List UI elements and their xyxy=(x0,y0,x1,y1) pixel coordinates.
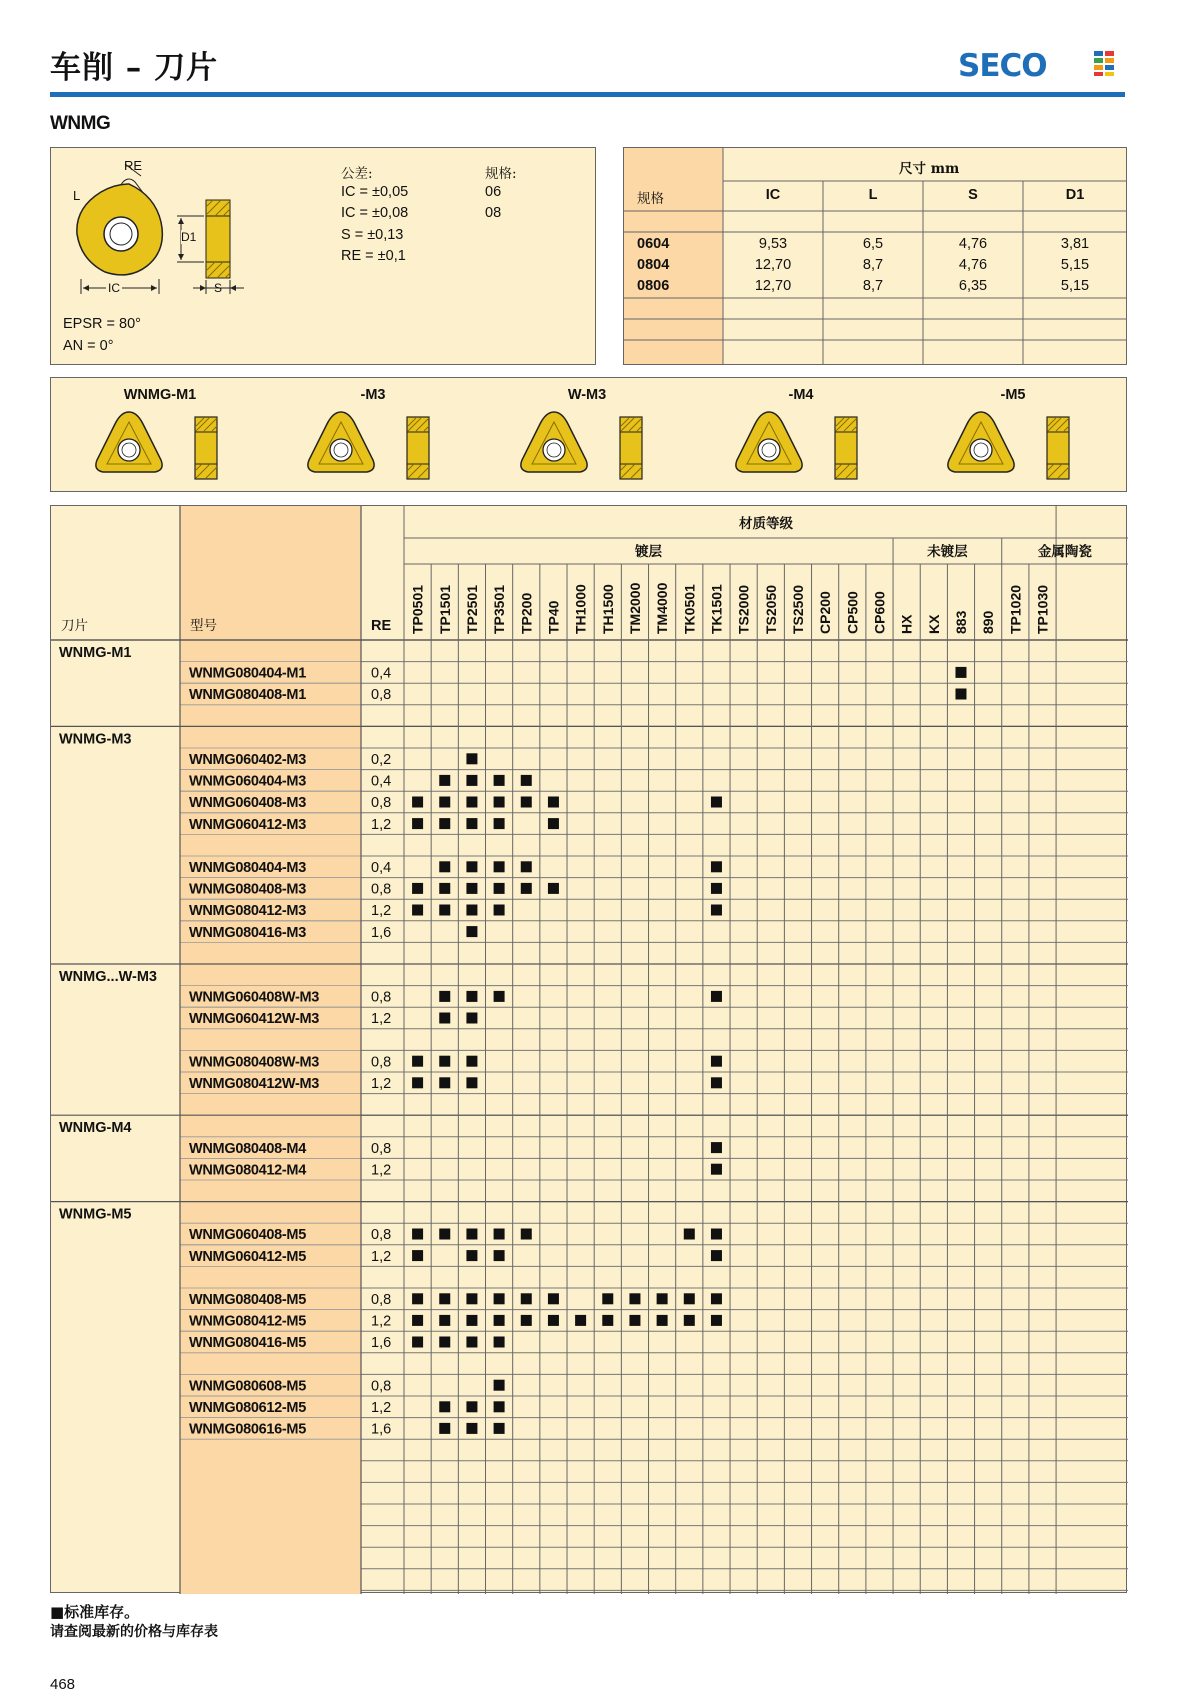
group-label: WNMG-M4 xyxy=(59,1120,132,1137)
geometry-label-m4: -M4 xyxy=(788,387,814,403)
stock-marker xyxy=(711,861,722,872)
stock-marker xyxy=(466,1337,477,1348)
grade-header-th1500: TH1500 xyxy=(599,584,616,634)
re-value: 1,2 xyxy=(371,1162,392,1179)
tolerance-2: IC = ±0,08 xyxy=(341,205,409,221)
model-code: WNMG080408-M4 xyxy=(189,1140,306,1157)
re-value: 1,2 xyxy=(371,1313,392,1330)
stock-marker xyxy=(494,1250,505,1261)
grade-header-tp2501: TP2501 xyxy=(463,584,480,634)
model-code: WNMG080416-M5 xyxy=(189,1335,306,1352)
price-stock-note: 请查阅最新的价格与库存表 xyxy=(50,1624,218,1640)
geometry-label-m5: -M5 xyxy=(1000,387,1026,403)
ic-label: IC xyxy=(108,281,120,295)
stock-marker xyxy=(412,1250,423,1261)
stock-marker xyxy=(412,1337,423,1348)
model-code: WNMG080412-M4 xyxy=(189,1162,306,1179)
stock-marker xyxy=(466,818,477,829)
re-value: 0,4 xyxy=(371,665,392,682)
re-value: 1,2 xyxy=(371,1248,392,1265)
stock-marker xyxy=(575,1315,586,1326)
s-label: S xyxy=(214,281,223,295)
col-model-header: 型号 xyxy=(190,618,217,634)
stock-marker xyxy=(439,905,450,916)
grade-header-cp500: CP500 xyxy=(844,591,861,634)
stock-marker xyxy=(711,905,722,916)
dim-row-s: 6,35 xyxy=(958,278,988,294)
dim-row-ic: 12,70 xyxy=(754,257,792,273)
stock-marker xyxy=(521,883,532,894)
dim-row-s: 4,76 xyxy=(958,236,988,252)
grade-header-tp1501: TP1501 xyxy=(436,584,453,634)
stock-marker xyxy=(466,883,477,894)
stock-marker xyxy=(466,775,477,786)
stock-marker xyxy=(629,1293,640,1304)
stock-marker xyxy=(711,1077,722,1088)
l-label: L xyxy=(73,188,81,203)
stock-marker xyxy=(711,1229,722,1240)
grade-header-tm2000: TM2000 xyxy=(626,582,643,634)
stock-marker xyxy=(711,1164,722,1175)
stock-marker xyxy=(439,797,450,808)
re-value: 0,4 xyxy=(371,773,392,790)
size-06: 06 xyxy=(485,184,502,200)
stock-marker xyxy=(494,1423,505,1434)
stock-marker xyxy=(439,1337,450,1348)
epsr-value: EPSR = 80° xyxy=(63,316,141,332)
re-value: 1,2 xyxy=(371,1076,392,1092)
stock-marker xyxy=(521,861,532,872)
grade-header-ts2050: TS2050 xyxy=(762,584,779,634)
dim-row-d1: 5,15 xyxy=(1060,257,1090,273)
dim-row-size: 0604 xyxy=(637,236,670,252)
group-label: WNMG-M3 xyxy=(59,731,132,748)
grade-header-tk1501: TK1501 xyxy=(708,584,725,634)
stock-marker xyxy=(629,1315,640,1326)
grade-group-title: 材质等级 xyxy=(739,516,793,532)
stock-marker xyxy=(602,1293,613,1304)
stock-marker xyxy=(711,1250,722,1261)
grade-header-tp3501: TP3501 xyxy=(491,584,508,634)
stock-marker xyxy=(466,1293,477,1304)
re-value: 0,8 xyxy=(371,795,392,812)
re-label: RE xyxy=(124,158,143,173)
stock-marker xyxy=(466,1013,477,1024)
dim-row-l: 6,5 xyxy=(862,236,884,252)
stock-marker xyxy=(711,1293,722,1304)
stock-marker xyxy=(439,1077,450,1088)
model-code: WNMG080412W-M3 xyxy=(189,1076,320,1092)
model-code: WNMG080416-M3 xyxy=(189,924,306,941)
stock-marker xyxy=(494,1315,505,1326)
stock-marker xyxy=(494,818,505,829)
stock-legend: ■标准库存。 xyxy=(50,1603,140,1621)
model-code: WNMG060404-M3 xyxy=(189,773,306,790)
model-code: WNMG080616-M5 xyxy=(189,1421,306,1438)
model-code: WNMG060408-M3 xyxy=(189,795,306,812)
tolerance-3: S = ±0,13 xyxy=(341,227,404,243)
dim-row-l: 8,7 xyxy=(862,278,884,294)
stock-marker xyxy=(711,991,722,1002)
grade-stock-table xyxy=(50,505,1127,1593)
grade-header-tp0501: TP0501 xyxy=(409,584,426,634)
grade-header-ts2500: TS2500 xyxy=(789,584,806,634)
stock-marker xyxy=(657,1293,668,1304)
group-label: WNMG...W-M3 xyxy=(59,969,157,985)
stock-marker xyxy=(494,797,505,808)
dim-row-l: 8,7 xyxy=(862,257,884,273)
coated-title: 镀层 xyxy=(635,544,663,560)
stock-marker xyxy=(412,797,423,808)
re-value: 0,2 xyxy=(371,752,392,768)
tolerance-1: IC = ±0,05 xyxy=(341,184,409,200)
stock-marker xyxy=(494,1401,505,1412)
stock-marker xyxy=(548,1315,559,1326)
d1-label: D1 xyxy=(181,230,197,244)
stock-marker xyxy=(494,905,505,916)
stock-marker xyxy=(602,1315,613,1326)
re-value: 0,4 xyxy=(371,860,392,876)
dim-row-s: 4,76 xyxy=(958,257,988,273)
stock-marker xyxy=(711,1315,722,1326)
stock-marker xyxy=(439,1056,450,1067)
stock-marker xyxy=(466,1315,477,1326)
grade-header-tp1020: TP1020 xyxy=(1007,584,1024,634)
grade-header-kx: KX xyxy=(925,614,942,634)
uncoated-title: 未镀层 xyxy=(927,544,968,560)
stock-marker xyxy=(494,861,505,872)
stock-marker xyxy=(412,1293,423,1304)
stock-marker xyxy=(466,905,477,916)
stock-marker xyxy=(412,1077,423,1088)
stock-marker xyxy=(412,883,423,894)
insert-dimension-drawing xyxy=(59,154,299,304)
dim-col-d1: D1 xyxy=(1065,187,1085,203)
dim-row-d1: 5,15 xyxy=(1060,278,1090,294)
stock-marker xyxy=(494,1229,505,1240)
stock-marker xyxy=(439,818,450,829)
grade-header-cp200: CP200 xyxy=(817,591,834,634)
stock-marker xyxy=(412,1056,423,1067)
page-number: 468 xyxy=(50,1676,76,1693)
stock-marker xyxy=(955,689,966,700)
re-value: 1,6 xyxy=(371,1335,392,1352)
re-value: 0,8 xyxy=(371,1227,392,1244)
stock-marker xyxy=(494,1380,505,1391)
stock-marker xyxy=(439,1423,450,1434)
dimension-table xyxy=(623,147,1127,365)
dim-row-d1: 3,81 xyxy=(1060,236,1090,252)
stock-marker xyxy=(548,1293,559,1304)
re-value: 0,8 xyxy=(371,1140,392,1157)
stock-marker xyxy=(548,797,559,808)
cermet-title: 金属陶瓷 xyxy=(1037,544,1092,560)
grade-header-hx: HX xyxy=(898,614,915,634)
grade-header-tk0501: TK0501 xyxy=(681,584,698,634)
stock-marker xyxy=(439,991,450,1002)
re-value: 1,2 xyxy=(371,1011,392,1028)
model-code: WNMG080404-M1 xyxy=(189,665,306,682)
stock-marker xyxy=(521,1315,532,1326)
stock-marker xyxy=(548,818,559,829)
dim-col-l: L xyxy=(868,187,878,203)
model-code: WNMG080408W-M3 xyxy=(189,1054,320,1071)
tolerance-title: 公差: xyxy=(341,166,373,182)
stock-marker xyxy=(711,1056,722,1067)
group-label: WNMG-M1 xyxy=(59,645,132,661)
dim-size-header: 规格 xyxy=(637,191,664,207)
model-code: WNMG080612-M5 xyxy=(189,1400,306,1416)
col-re-header: RE xyxy=(371,618,392,634)
stock-marker xyxy=(466,1423,477,1434)
model-code: WNMG060408-M5 xyxy=(189,1227,306,1244)
stock-marker xyxy=(466,797,477,808)
stock-marker xyxy=(494,1293,505,1304)
header-rule xyxy=(50,92,1125,97)
geometry-label-m1: WNMG-M1 xyxy=(123,387,197,403)
re-value: 1,2 xyxy=(371,903,392,920)
stock-marker xyxy=(466,991,477,1002)
stock-marker xyxy=(521,1229,532,1240)
re-value: 0,8 xyxy=(371,1378,392,1395)
grade-header-th1000: TH1000 xyxy=(572,584,589,634)
group-label: WNMG-M5 xyxy=(59,1206,132,1223)
stock-marker xyxy=(439,861,450,872)
dim-col-s: S xyxy=(968,187,978,203)
stock-marker xyxy=(466,926,477,937)
tolerance-4: RE = ±0,1 xyxy=(341,248,406,264)
stock-marker xyxy=(412,818,423,829)
stock-marker xyxy=(521,797,532,808)
re-value: 0,8 xyxy=(371,881,392,898)
stock-marker xyxy=(466,1401,477,1412)
stock-marker xyxy=(466,1077,477,1088)
grade-header-tp200: TP200 xyxy=(518,592,535,634)
grade-header-ts2000: TS2000 xyxy=(735,584,752,634)
spec-panel xyxy=(50,147,596,365)
stock-marker xyxy=(412,905,423,916)
stock-marker xyxy=(548,883,559,894)
grade-header-883: 883 xyxy=(952,610,969,634)
stock-marker xyxy=(466,861,477,872)
stock-marker xyxy=(466,1056,477,1067)
stock-marker xyxy=(657,1315,668,1326)
stock-marker xyxy=(711,1142,722,1153)
stock-marker xyxy=(439,1293,450,1304)
geometry-strip xyxy=(50,377,1127,492)
stock-marker xyxy=(439,1013,450,1024)
geometry-label-w-m3: W-M3 xyxy=(567,387,607,403)
dim-row-ic: 9,53 xyxy=(758,236,788,252)
stock-marker xyxy=(711,797,722,808)
model-code: WNMG080408-M5 xyxy=(189,1292,306,1308)
stock-marker xyxy=(955,667,966,678)
grade-header-tp40: TP40 xyxy=(545,600,562,634)
re-value: 0,8 xyxy=(371,989,392,1006)
dim-row-size: 0804 xyxy=(637,257,670,273)
seco-logo: SECO xyxy=(958,48,1047,84)
stock-marker xyxy=(466,1250,477,1261)
model-code: WNMG060408W-M3 xyxy=(189,989,320,1006)
col-insert-header: 刀片 xyxy=(61,618,88,634)
model-code: WNMG080412-M3 xyxy=(189,903,306,920)
model-code: WNMG080408-M1 xyxy=(189,687,306,704)
grade-header-cp600: CP600 xyxy=(871,591,888,634)
stock-marker xyxy=(439,1315,450,1326)
stock-marker xyxy=(494,883,505,894)
geometry-insert-drawings xyxy=(51,378,1128,493)
model-code: WNMG080408-M3 xyxy=(189,881,306,898)
stock-marker xyxy=(439,1401,450,1412)
geometry-label-m3: -M3 xyxy=(360,387,386,403)
stock-marker xyxy=(439,775,450,786)
stock-marker xyxy=(412,1229,423,1240)
model-code: WNMG080608-M5 xyxy=(189,1378,306,1395)
re-value: 0,8 xyxy=(371,1054,392,1071)
model-code: WNMG080412-M5 xyxy=(189,1313,306,1330)
dim-col-ic: IC xyxy=(765,187,781,203)
dim-group-header: 尺寸 mm xyxy=(899,161,960,177)
stock-marker xyxy=(521,1293,532,1304)
size-title: 规格: xyxy=(485,166,517,182)
re-value: 0,8 xyxy=(371,1292,392,1308)
stock-marker xyxy=(439,1229,450,1240)
model-code: WNMG060412-M3 xyxy=(189,816,306,833)
grade-stock-grid xyxy=(51,506,1128,1594)
stock-marker xyxy=(466,753,477,764)
grade-header-890: 890 xyxy=(980,610,997,634)
model-code: WNMG060412-M5 xyxy=(189,1248,306,1265)
page-title: 车削 – 刀片 xyxy=(50,50,219,86)
stock-marker xyxy=(684,1315,695,1326)
model-code: WNMG080404-M3 xyxy=(189,860,306,876)
stock-marker xyxy=(684,1293,695,1304)
model-code: WNMG060402-M3 xyxy=(189,752,306,768)
stock-marker xyxy=(494,1337,505,1348)
re-value: 1,6 xyxy=(371,1421,392,1438)
stock-marker xyxy=(439,883,450,894)
model-code: WNMG060412W-M3 xyxy=(189,1011,320,1028)
seco-logo-mark-icon xyxy=(1094,51,1114,76)
product-title: WNMG xyxy=(50,113,111,134)
dim-row-ic: 12,70 xyxy=(754,278,792,294)
stock-marker xyxy=(412,1315,423,1326)
dim-row-size: 0806 xyxy=(637,278,670,294)
stock-marker xyxy=(684,1229,695,1240)
an-value: AN = 0° xyxy=(63,338,114,354)
size-08: 08 xyxy=(485,205,502,221)
stock-marker xyxy=(466,1229,477,1240)
stock-marker xyxy=(711,883,722,894)
grade-header-tp1030: TP1030 xyxy=(1034,584,1051,634)
stock-marker xyxy=(494,775,505,786)
stock-marker xyxy=(494,991,505,1002)
re-value: 1,2 xyxy=(371,816,392,833)
re-value: 1,2 xyxy=(371,1400,392,1416)
stock-marker xyxy=(521,775,532,786)
re-value: 1,6 xyxy=(371,924,392,941)
re-value: 0,8 xyxy=(371,687,392,704)
grade-header-tm4000: TM4000 xyxy=(654,582,671,634)
